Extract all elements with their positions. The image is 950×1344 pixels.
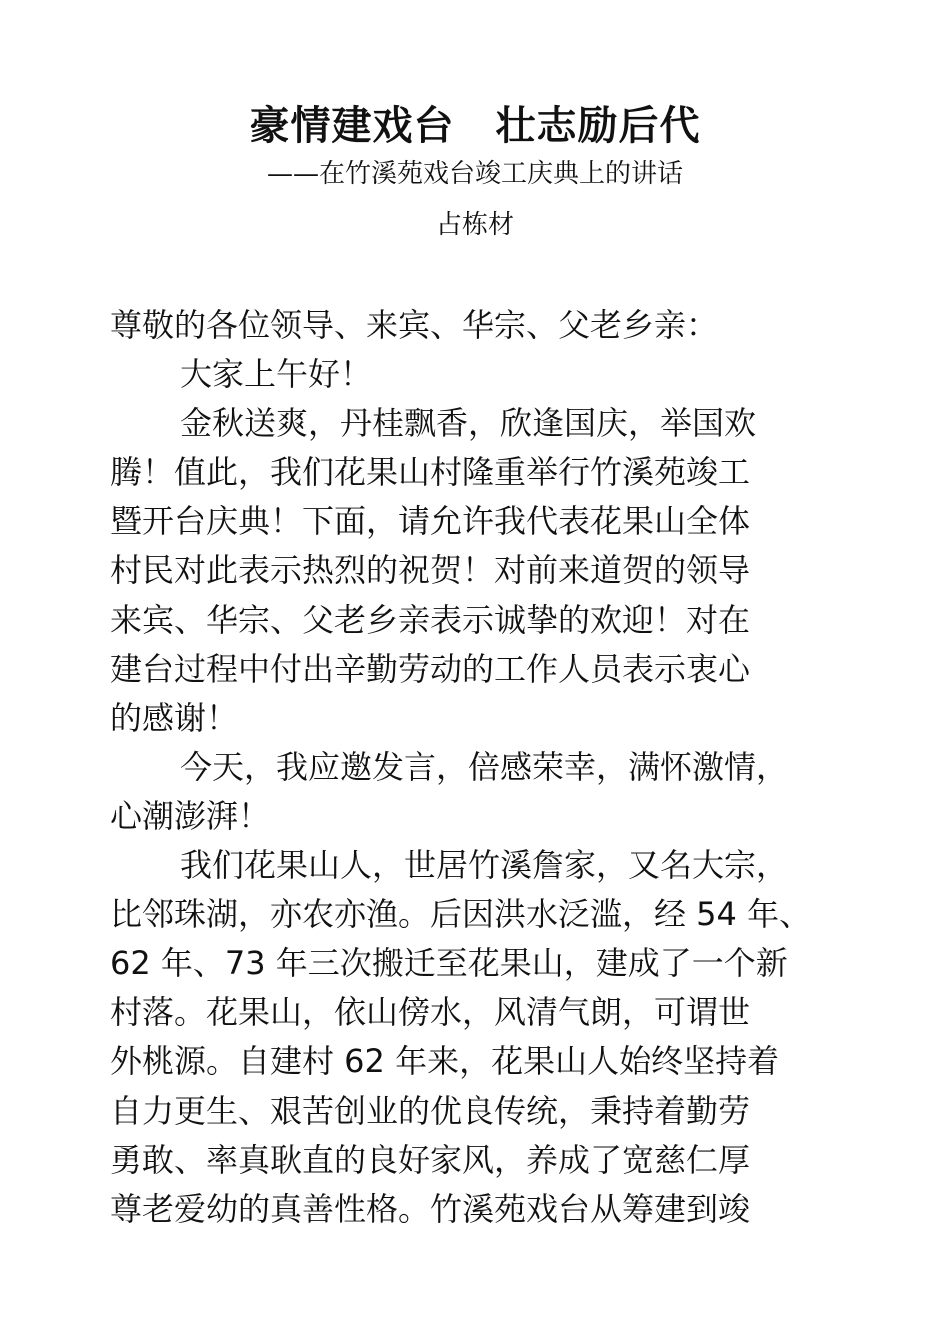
body-line: 的感谢！ xyxy=(110,698,239,737)
body-line: 比邻珠湖，亦农亦渔。后因洪水泛滥，经 54 年、 xyxy=(110,895,812,934)
body-line: 来宾、华宗、父老乡亲表示诚挚的欢迎！对在 xyxy=(110,600,751,639)
body-line: 今天，我应邀发言，倍感荣幸，满怀激情， xyxy=(180,747,789,786)
body-line: 心潮澎湃！ xyxy=(110,796,271,835)
body-line: 建台过程中付出辛勤劳动的工作人员表示衷心 xyxy=(110,649,751,688)
body-line: 我们花果山人，世居竹溪詹家，又名大宗， xyxy=(180,846,789,885)
speech-author: 占栋材 xyxy=(435,210,514,240)
body-line: 村落。花果山，依山傍水，风清气朗，可谓世 xyxy=(110,993,751,1032)
body-line: 勇敢、率真耿直的良好家风，养成了宽慈仁厚 xyxy=(110,1140,751,1179)
body-line: 暨开台庆典！下面，请允许我代表花果山全体 xyxy=(110,502,751,541)
body-line: 尊老爱幼的真善性格。竹溪苑戏台从筹建到竣 xyxy=(110,1189,751,1228)
body-line: 外桃源。自建村 62 年来，花果山人始终坚持着 xyxy=(110,1042,780,1081)
body-line: 金秋送爽，丹桂飘香，欣逢国庆，举国欢 xyxy=(180,404,757,443)
speech-body xyxy=(110,301,910,1234)
greeting-line: 大家上午好！ xyxy=(180,355,373,394)
body-line: 腾！值此，我们花果山村隆重举行竹溪苑竣工 xyxy=(110,453,751,492)
speech-subtitle: ——在竹溪苑戏台竣工庆典上的讲话 xyxy=(266,159,683,189)
speech-title: 豪情建戏台 壮志励后代 xyxy=(249,103,701,149)
body-line: 自力更生、艰苦创业的优良传统，秉持着勤劳 xyxy=(110,1091,751,1130)
salutation-line: 尊敬的各位领导、来宾、华宗、父老乡亲： xyxy=(110,306,719,344)
body-line: 62 年、73 年三次搬迁至花果山，建成了一个新 xyxy=(110,944,788,983)
body-line: 村民对此表示热烈的祝贺！对前来道贺的领导 xyxy=(110,551,751,590)
